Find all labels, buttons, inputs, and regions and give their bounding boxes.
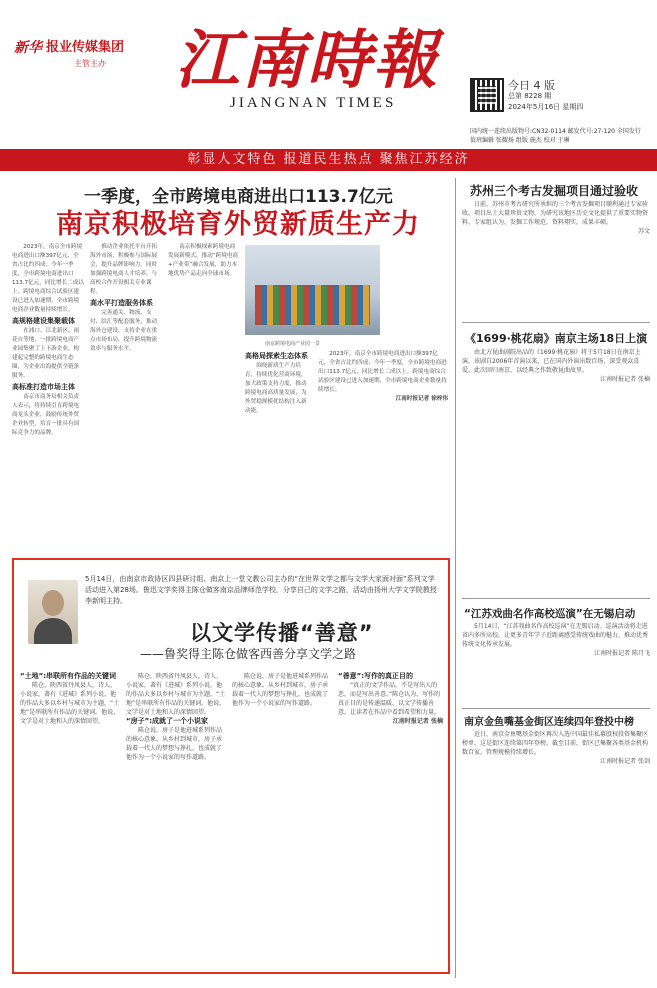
group-logo [14, 40, 125, 68]
divider [462, 598, 650, 599]
issue-number: 总第 8228 期 [508, 92, 552, 100]
fund-text [462, 730, 650, 975]
lead-reporter: 江南时报记者 徐梓伟 [395, 396, 448, 402]
editor-line: 值班编辑 张耀扬 组版 施杰 校对 于琳 [470, 137, 570, 144]
lead-section-heading: 高标准打造市场主体 [12, 383, 75, 391]
fund-byline: 江南时报记者 张剑 [600, 758, 650, 765]
suzhou-paragraph: 日前，苏州市考古研究所承担的三个考古发掘项目顺利通过专家验收。项目出土大量珍贵文物，为研究该地区历史文化提供了重要实物资料。专家组认为，发掘工作规范，资料翔实，成果丰硕。 [462, 201, 649, 226]
author-portrait [28, 580, 78, 644]
divider [462, 322, 650, 323]
taohuashan-text [462, 348, 650, 573]
lead-col4-text: 围绕新质生产力培育，持续优化营商环境，加大政策支持力度，推动跨境电商高质量发展，为外贸稳规模优结构注入新动能。 [245, 363, 307, 414]
lead-col3-text: 南京积极探索跨境电商发展新模式，推动“跨境电商+产业带”融合发展，助力本地优势产品走向全球市场。 [168, 244, 239, 277]
feature-subheadline: ——鲁奖得主陈仓做客西善分享文学之路 [140, 647, 357, 661]
feature-text-2: 陈仓说，房子是他进城系列作品的核心意象。从乡村到城市，房子承载着一代人的梦想与挣扎，也成就了他作为一个小说家的写作道路。 [126, 727, 223, 761]
feature-column-2 [126, 672, 226, 967]
newspaper-title-en: JIANGNAN TIMES [230, 95, 397, 111]
opera-text [462, 622, 650, 707]
column-divider [455, 178, 456, 978]
feature-column-3 [232, 672, 332, 967]
opera-paragraph: 5月14日，“江苏戏曲名作高校巡演”在无锡启动。巡演活动将走进省内多所高校，让更多青年学子近距离感受传统戏曲的魅力，推动优秀传统文化传承发展。 [462, 623, 649, 648]
lead-col5-text: 2023年，南京全市跨境电商进出口额397亿元，全省占比约四成；今年一季度，全市跨境电商进出口113.7亿元，同比增长二成以上。跨境电商综合试验区建设已进入加速期，全市跨境电商企业数量持续增长。 [318, 351, 447, 393]
qr-code-icon [470, 78, 504, 112]
lead-column-4 [245, 350, 312, 550]
taohuashan-byline: 江南时报记者 张楠 [600, 376, 650, 383]
feature-section-heading: “土地”:串联所有作品的关键词 [20, 672, 117, 680]
group-name: 报业传媒集团 [46, 40, 125, 55]
page-count: 今日 4 版 [508, 79, 555, 92]
suzhou-text [462, 200, 650, 320]
lead-section-heading: 高格局探索生态体系 [245, 352, 308, 360]
xinhua-mark: 新华 [14, 40, 42, 56]
photo-caption: 南京跨境电商产业园一景 [265, 341, 321, 347]
masthead [0, 0, 657, 144]
lead-col1-text-b: 在浦口、江北新区、雨花台等地，一批跨境电商产业园集聚了上下游企业，构建起完整的跨境电商生态圈，为企业出海提供全链条服务。 [12, 328, 80, 379]
feature-section-heading: “善意”:写作的真正目的 [338, 672, 414, 680]
feature-text-1: 陈仓，陕西省丹凤县人，诗人、小说家，著有《进城》系列小说。他的作品大多以乡村与城市为主题，“土地”是串联所有作品的关键词。他说，文学是对土地和人的深情回望。 [20, 682, 120, 725]
feature-text-3: “真正的文学作品，不是写出人的恶，而是写出善意。”陈仓认为，写作的真正目的是传递温暖，以文学传播善意，让读者在作品中看到希望和力量。 [338, 682, 441, 716]
feature-column-1 [20, 672, 120, 967]
lead-subheadline: 一季度，全市跨境电商进出口113.7亿元 [84, 187, 393, 207]
feature-section-heading: “房子”:成就了一个小说家 [126, 717, 209, 725]
lead-column-1 [12, 243, 84, 553]
container-stack [255, 285, 370, 325]
feature-text-1b: 陈仓，陕西省丹凤县人，诗人、小说家，著有《进城》系列小说。他的作品大多以乡村与城市为主题，“土地”是串联所有作品的关键词。他说，文学是对土地和人的深情回望。 [126, 673, 226, 716]
feature-reporter: 江南时报记者 张楠 [392, 718, 443, 725]
taohuashan-headline: 《1699·桃花扇》南京主场18日上演 [465, 332, 648, 345]
issue-info [508, 80, 583, 113]
feature-text-2b: 陈仓说，房子是他进城系列作品的核心意象。从乡村到城市，房子承载着一代人的梦想与挣扎，也成就了他作为一个小说家的写作道路。 [232, 673, 329, 707]
opera-byline: 江南时报记者 陈月飞 [594, 650, 650, 657]
publication-meta [470, 127, 650, 145]
lead-column-2 [90, 243, 162, 553]
lead-col1-text: 2023年，南京全市跨境电商进出口额397亿元，全省占比约四成；今年一季度，全市跨境电商进出口113.7亿元，同比增长二成以上。跨境电商综合试验区建设已进入加速期，全市跨境电商企业数量持续增长。 [12, 244, 84, 313]
lead-section-heading: 高水平打造服务体系 [90, 299, 153, 307]
feature-column-4 [338, 672, 443, 967]
taohuashan-paragraph: 由北方昆曲剧院出品的《1699·桃花扇》将于5月18日在南京上演。该剧自2006年首演以来，已在国内外演出数百场，深受观众喜爱。此次回归南京，以经典之作致敬昆曲故里。 [462, 349, 641, 374]
lead-col2-text-b: 完善通关、物流、支付、结汇等配套服务，推动海外仓建设，支持企业在重点市场布局，提升跨境物流效率与服务水平。 [90, 310, 158, 352]
fund-paragraph: 近日，南京金鱼嘴基金街区再次入选中国最佳私募股权投资集聚区榜单，这是街区连续第四年登榜。截至目前，街区已集聚各类基金机构数百家，管理规模持续增长。 [462, 731, 649, 756]
group-sub: 主管主办 [74, 59, 106, 68]
trade-park-photo [245, 245, 380, 335]
suzhou-byline: 苏文 [637, 228, 650, 235]
suzhou-headline: 苏州三个考古发掘项目通过验收 [470, 184, 639, 198]
lead-column-5 [318, 350, 448, 550]
slogan: 彰显人文特色 报道民生热点 聚焦江苏经济 [187, 152, 470, 167]
lead-col1-text-c: 南京市商务局相关负责人表示，将持续引育跨境电商龙头企业，鼓励传统外贸企业转型，培育一批具有国际竞争力的品牌。 [12, 394, 80, 436]
newspaper-title: 江南時報 [175, 23, 439, 98]
feature-headline: 以文学传播“善意” [190, 621, 374, 645]
lead-col2-text: 推动企业依托平台开拓海外市场，积极参与国际展会，提升品牌影响力。同时加强跨境电商人才培养，与高校合作开设相关专业课程。 [90, 244, 158, 295]
lead-section-heading: 高规格建设集聚载体 [12, 317, 75, 325]
issue-date: 2024年5月16日 星期四 [508, 103, 584, 111]
divider [462, 708, 650, 709]
opera-headline: “江苏戏曲名作高校巡演”在无锡启动 [464, 608, 636, 620]
lead-column-3 [168, 243, 240, 553]
lead-headline: 南京积极培育外贸新质生产力 [56, 209, 420, 240]
fund-headline: 南京金鱼嘴基金街区连续四年登投中榜 [464, 717, 634, 728]
serial-number: 国内统一连续出版物号:CN32-0114 邮发代号:27-120 全国发行 [470, 128, 641, 135]
feature-intro: 5月14日，由南京市政协区四县研讨组、南京上一堂文教公司主办的“在世界文学之都与文学大家面对面”系列文学活动进入第28场。鲁迅文学奖得主陈仓做客南京品牌师范学校，分享自己的文学之路，活动由扬州大学文学院教授李新明主持。 [85, 575, 437, 605]
